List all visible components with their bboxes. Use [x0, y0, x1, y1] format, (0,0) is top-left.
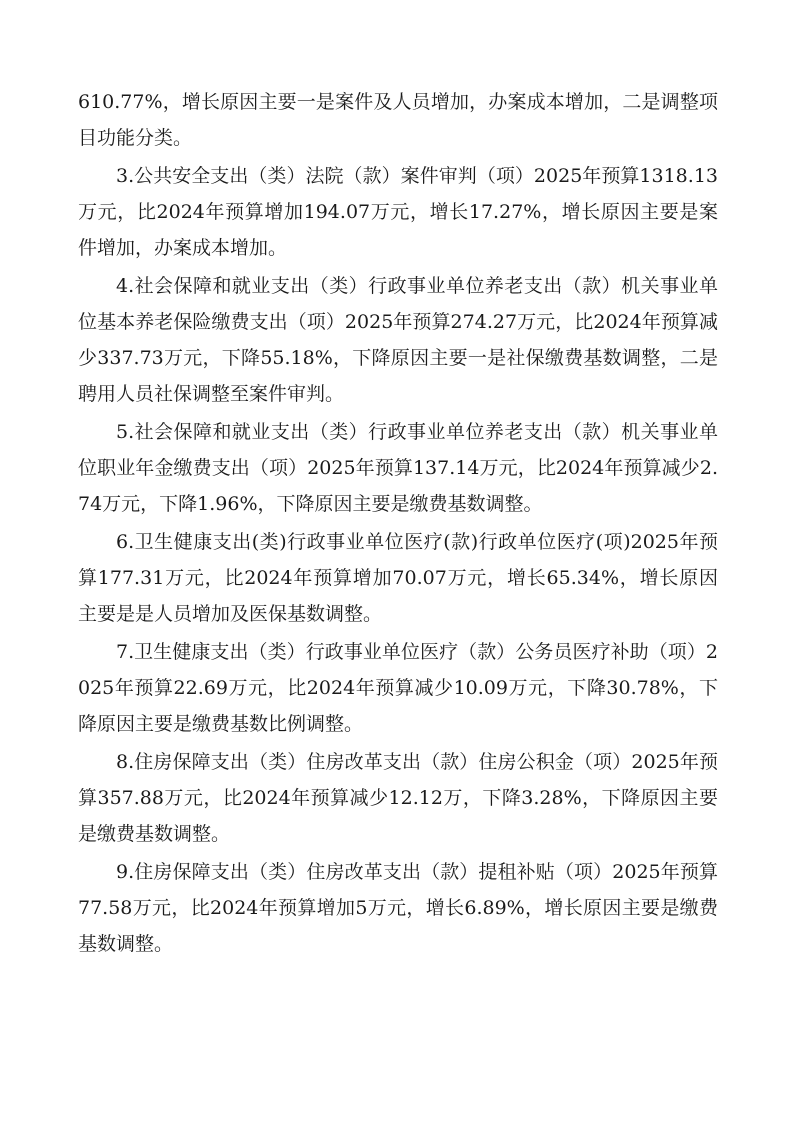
paragraph-item-6: 6.卫生健康支出(类)行政事业单位医疗(款)行政单位医疗(项)2025年预算177.31万元，比2024年预算增加70.07万元，增长65.34%，增长原因主要是是人员增加及医保基数调整。 [78, 531, 718, 625]
paragraph-item-9: 9.住房保障支出（类）住房改革支出（款）提租补贴（项）2025年预算77.58万元，比2024年预算增加5万元，增长6.89%，增长原因主要是缴费基数调整。 [78, 861, 718, 955]
paragraph-continuation: 610.77%，增长原因主要一是案件及人员增加，办案成本增加，二是调整项目功能分类。 [78, 91, 718, 149]
document-body [78, 84, 718, 964]
paragraph-item-3: 3.公共安全支出（类）法院（款）案件审判（项）2025年预算1318.13万元，比2024年预算增加194.07万元，增长17.27%，增长原因主要是案件增加，办案成本增加。 [78, 165, 718, 259]
paragraph-item-5: 5.社会保障和就业支出（类）行政事业单位养老支出（款）机关事业单位职业年金缴费支出（项）2025年预算137.14万元，比2024年预算减少2.74万元，下降1.96%，下降原因主要是缴费基数调整。 [78, 421, 718, 515]
paragraph-item-4: 4.社会保障和就业支出（类）行政事业单位养老支出（款）机关事业单位基本养老保险缴费支出（项）2025年预算274.27万元，比2024年预算减少337.73万元，下降55.18%，下降原因主要一是社保缴费基数调整，二是聘用人员社保调整至案件审判。 [78, 275, 718, 405]
paragraph-item-7: 7.卫生健康支出（类）行政事业单位医疗（款）公务员医疗补助（项）2025年预算22.69万元，比2024年预算减少10.09万元，下降30.78%，下降原因主要是缴费基数比例调整。 [78, 641, 718, 735]
paragraph-item-8: 8.住房保障支出（类）住房改革支出（款）住房公积金（项）2025年预算357.88万元，比2024年预算减少12.12万，下降3.28%，下降原因主要是缴费基数调整。 [78, 751, 718, 845]
